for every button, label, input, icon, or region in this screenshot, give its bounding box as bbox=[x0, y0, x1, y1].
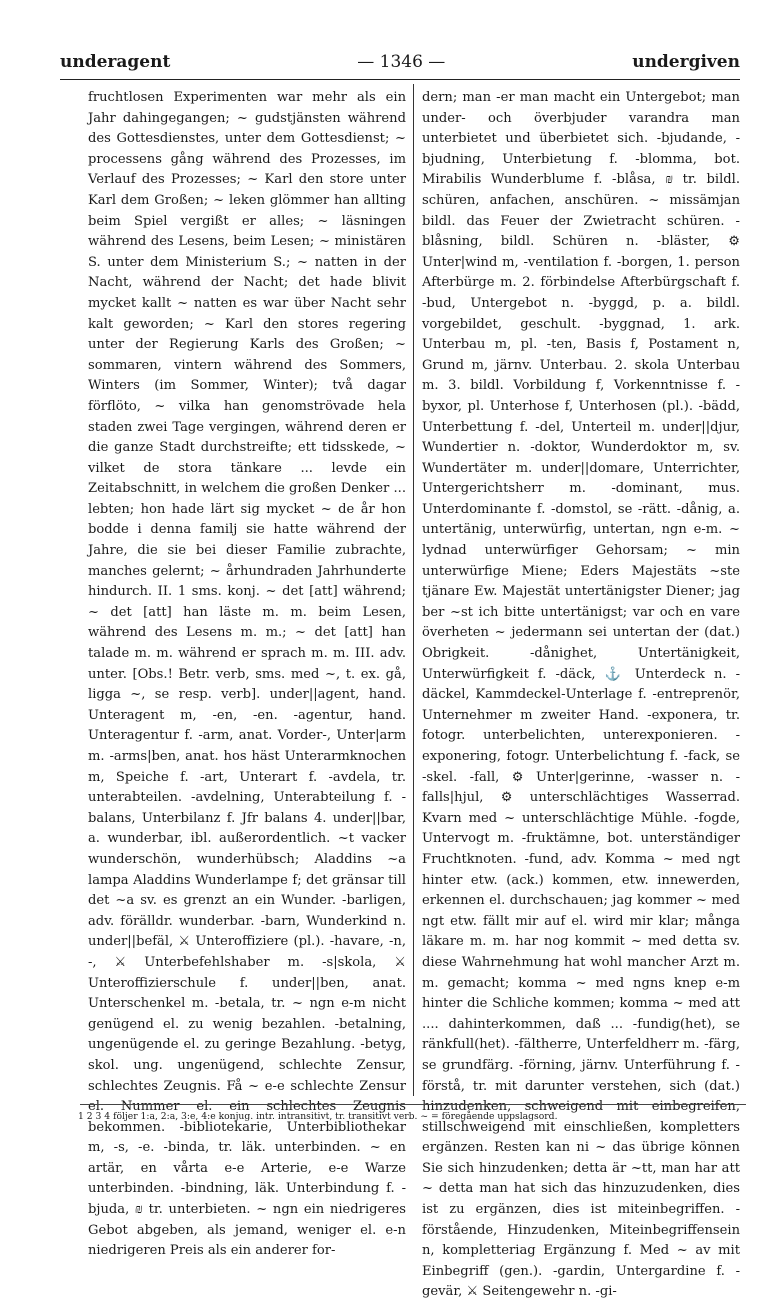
left-column-text: fruchtlosen Experimenten war mehr als ein Jahr dahingegangen; ~ gudstjänsten während des Gottesdienstes, unter dem Gottesdienst; ~ processens gång während des Prozesses, im Verlauf des Prozesses; ~ Karl den store unter Karl dem Großen; ~ leken glömmer han allting beim Spiel vergißt er alles; ~ läsningen während des Lesens, beim Lesen; ~ ministären S. unter dem Ministerium S.; ~ natten in der Nacht, während der Nacht; det hade blivit mycket kallt ~ natten es war über Nacht sehr kalt geworden; ~ Karl den stores regering unter der Regierung Karls des Großen; ~ sommaren, vintern während des Sommers, Winters (im Sommer, Winter); två dagar förflöto, ~ vilka han genomströvade hela staden zwei Tage vergingen, während deren er die ganze Stadt durchstreifte; ett tidsskede, ~ vilket de stora tänkare ... levde ein Zeitabschnitt, in welchem die großen Denker ... lebten; hon hade lärt sig mycket ~ de år hon bodde i denna familj sie hatte während der Jahre, die sie bei dieser Familie zubrachte, manches gelernt; ~ århundraden Jahrhunderte hindurch. II. 1 sms. konj. ~ det [att] während; ~ det [att] han läste m. m. beim Lesen, während des Lesens m. m.; ~ det [att] han talade m. m. während er sprach m. m. III. adv. unter. [Obs.! Betr. verb, sms. med ~, t. ex. gå, ligga ~, se resp. verb]. under||agent, hand. Unteragent m, -en, -en. -agentur, hand. Unteragentur f. -arm, anat. Vorder-, Unter|arm m. -arms|ben, anat. hos häst Unterarmknochen m, Speiche f. -art, Unterart f. -avdela, tr. unterabteilen. -avdelning, Unterabteilung f. -balans, Unterbilanz f. Jfr balans 4. under||bar, a. wunderbar, ibl. außerordentlich. ~t vacker wunderschön, wunderhübsch; Aladdins ~a lampa Aladdins Wunderlampe f; det gränsar till det ~a sv. es grenzt an ein Wunder. -barligen, adv. förälldr. wunderbar. -barn, Wunderkind n. under||befäl, ⚔ Unteroffiziere (pl.). -havare, -n, -, ⚔ Unterbefehlshaber m. -s|skola, ⚔ Unteroffizierschule f. under||ben, anat. Unterschenkel m. -betala, tr. ~ ngn e-m nicht genügend el. zu wenig bezahlen. -betalning, ungenügende el. zu geringe Bezahlung. -betyg, skol. ung. ungenügend, schlechte Zensur, schlechtes Zeugnis. Få ~ e-e schlechte Zensur el. Nummer el. ein schlechtes Zeugnis bekommen. -bibliotekarie, Unterbibliothekar m, -s, -e. -binda, tr. läk. unterbinden. ~ en artär, en vårta e-e Arterie, e-e Warze unterbinden. -bindning, läk. Unterbindung f. -bjuda, ₪ tr. unterbieten. ~ ngn ein niedrigeres Gebot abgeben, als jemand, weniger el. e-n niedrigeren Preis als ein anderer for- bbox=[88, 90, 406, 1259]
running-head bbox=[60, 52, 740, 78]
header-left-word: underagent bbox=[60, 52, 171, 72]
header-rule bbox=[60, 79, 740, 80]
footnote: 1 2 3 4 följer 1:a, 2:a, 3:e, 4:e konjug. intr. intransitivt, tr. transitivt verb. ~ = föregående uppslagsord. bbox=[78, 1111, 558, 1122]
footnote-rule bbox=[80, 1104, 746, 1105]
page-number: — 1346 — bbox=[357, 52, 446, 72]
right-column bbox=[422, 88, 740, 1300]
header-right-word: undergiven bbox=[632, 52, 740, 72]
column-divider bbox=[413, 84, 414, 1096]
right-column-text: dern; man -er man macht ein Untergebot; man under- och överbjuder varandra man unterbietet und überbietet sich. -bjudande, -bjudning, Unterbietung f. -blomma, bot. Mirabilis Wunderblume f. -blåsa, ₪ tr. bildl. schüren, anfachen, anschüren. ~ missämjan bildl. das Feuer der Zwietracht schüren. -blåsning, bildl. Schüren n. -bläster, ⚙ Unter|wind m, -ventilation f. -borgen, 1. person Afterbürge m. 2. förbindelse Afterbürgschaft f. -bud, Untergebot n. -byggd, p. a. bildl. vorgebildet, geschult. -byggnad, 1. ark. Unterbau m, pl. -ten, Basis f, Postament n, Grund m, järnv. Unterbau. 2. skola Unterbau m. 3. bildl. Vorbildung f, Vorkenntnisse f. -byxor, pl. Unterhose f, Unterhosen (pl.). -bädd, Unterbettung f. -del, Unterteil m. under||djur, Wundertier n. -doktor, Wunderdoktor m, sv. Wundertäter m. under||domare, Unterrichter, Untergerichtsherr m. -dominant, mus. Unterdominante f. -domstol, se -rätt. -dånig, a. untertänig, unterwürfig, untertan, ngn e-m. ~ lydnad unterwürfiger Gehorsam; ~ min unterwürfige Miene; Eders Majestäts ~ste tjänare Ew. Majestät untertänigster Diener; jag ber ~st ich bitte untertänigst; var och en vare överheten ~ jedermann sei untertan der (dat.) Obrigkeit. -dånighet, Untertänigkeit, Unterwürfigkeit f. -däck, ⚓ Unterdeck n. -däckel, Kammdeckel-Unterlage f. -entreprenör, Unternehmer m zweiter Hand. -exponera, tr. fotogr. unterbelichten, unterexponieren. -exponering, fotogr. Unterbelichtung f. -fack, se -skel. -fall, ⚙ Unter|gerinne, -wasser n. -falls|hjul, ⚙ unterschlächtiges Wasserrad. Kvarn med ~ unterschlächtige Mühle. -fogde, Untervogt m. -fruktämne, bot. unterständiger Fruchtknoten. -fund, adv. Komma ~ med ngt hinter etw. (ack.) kommen, etw. innewerden, erkennen el. durchschauen; jag kommer ~ med ngt etw. fällt mir auf el. wird mir klar; många läkare m. m. har nog kommit ~ med detta sv. diese Wahrnehmung hat wohl mancher Arzt m. m. gemacht; komma ~ med ngns knep e-m hinter die Schliche kommen; komma ~ med att .... dahinterkommen, daß ... -fundig(het), se ränkfull(het). -fältherre, Unterfeldherr m. -färg, se grundfärg. -förning, järnv. Unterführung f. -förstå, tr. mit darunter verstehen, sich (dat.) hinzudenken, schweigend mit einbegreifen, stillschweigend mit einschließen, kompletters ergänzen. Resten kan ni ~ das übrige können Sie sich hinzudenken; detta är ~tt, man har att ~ detta man hat sich das hinzuzudenken, dies ist zu ergänzen, dies ist miteinbegriffen. -förstående, Hinzudenken, Miteinbegriffensein n, kompletteriag Ergänzung f. Med ~ av mit Einbegriff (gen.). -gardin, Untergardine f. -gevär, ⚔ Seitengewehr n. -gi- bbox=[422, 90, 740, 1300]
